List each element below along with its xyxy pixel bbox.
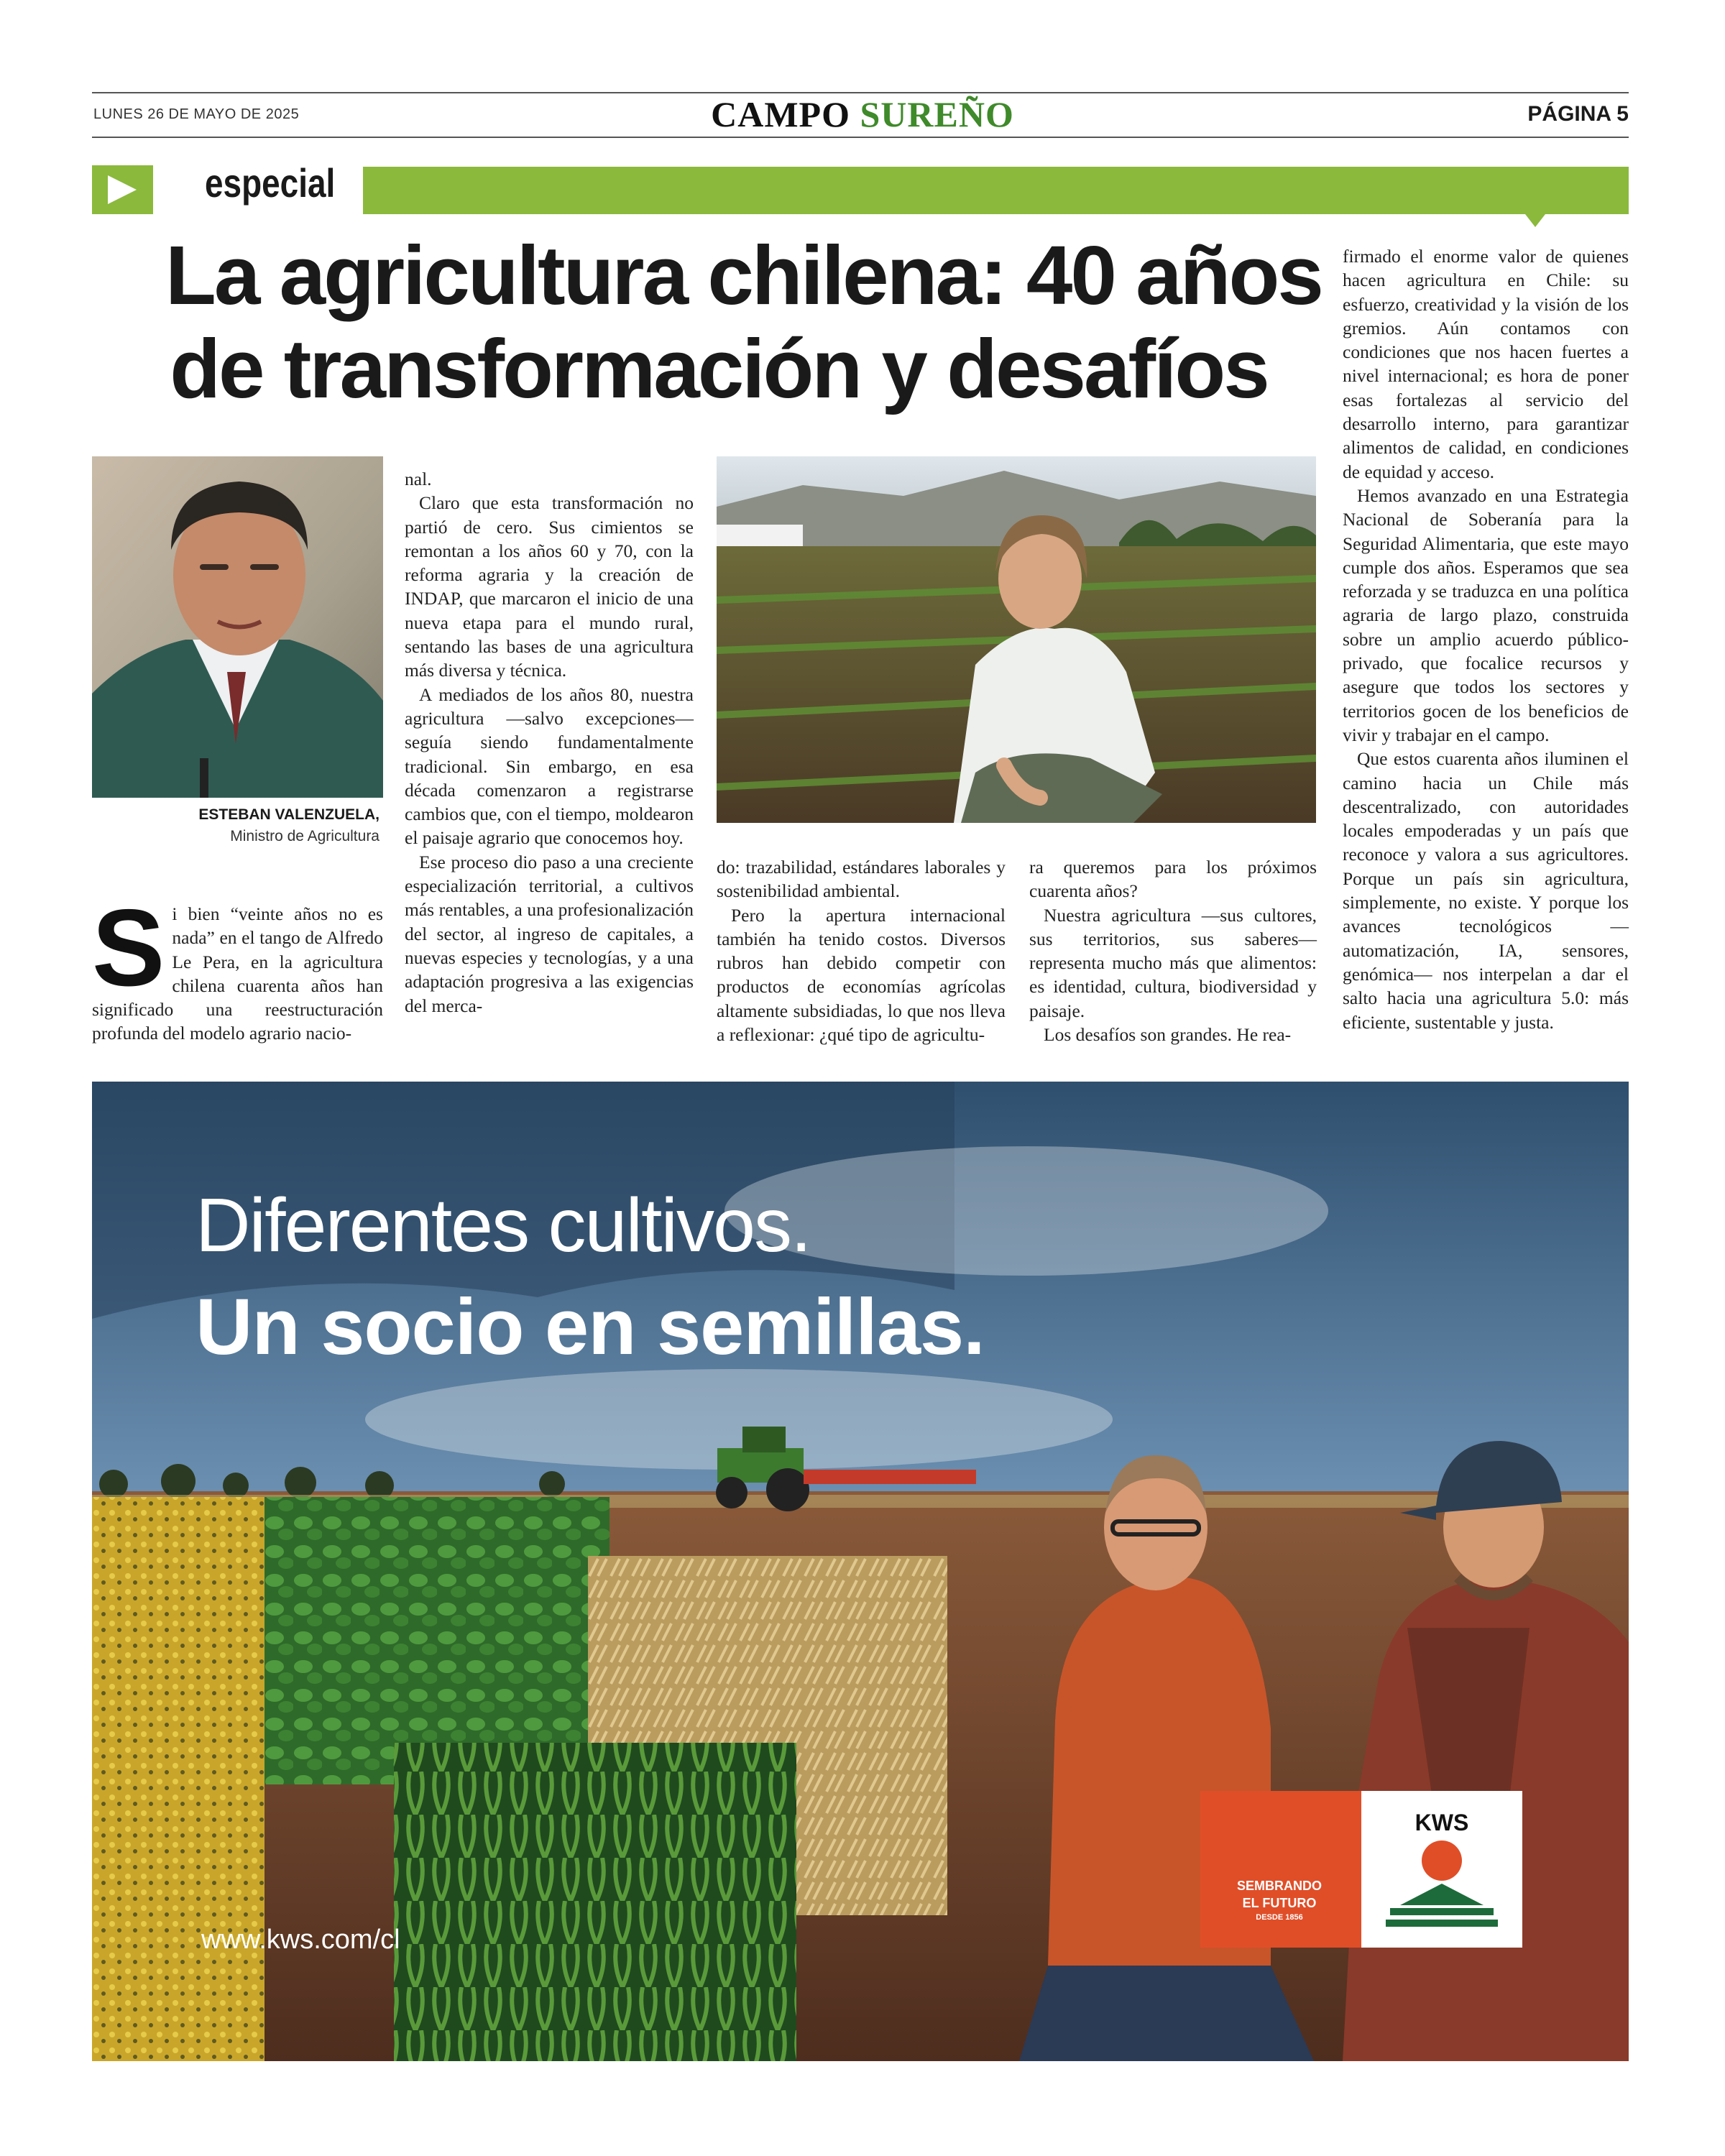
kws-slogan (1208, 1877, 1351, 1912)
masthead-part1: CAMPO (711, 94, 850, 134)
masthead-part2: SUREÑO (860, 94, 1014, 134)
col2-paragraph: A mediados de los años 80, nuestra agricultura —salvo excepciones— seguía siendo fundamentalmente tradicional. Sin embargo, en esa década comenzaron a registrarse cambios que, con el tiempo, moldearon el paisaje agrario que conocemos hoy. (405, 683, 694, 849)
col2-paragraph: Ese proceso dio paso a una creciente especialización territorial, a cultivos más rentables, a una profesionalización del sector, al ingreso de capitales, a nuevas especies y tecnologías, y a una adaptación progresiva a las exigencias del merca- (405, 851, 694, 1016)
col3-paragraph: Pero la apertura internacional también ha tenido costos. Diversos rubros han debido competir con productos de economías agrícolas altamente subsidiadas, lo que nos lleva a reflexionar: ¿qué tipo de agricultu- (717, 904, 1006, 1046)
kws-brand-name: KWS (1414, 1810, 1469, 1835)
kws-logo-icon (1361, 1836, 1522, 1944)
drop-cap: S (92, 887, 165, 1009)
col2-paragraph: nal. (405, 469, 432, 489)
author-name: ESTEBAN VALENZUELA, (198, 806, 380, 823)
header-bottom-rule (92, 137, 1629, 138)
issue-date: LUNES 26 DE MAYO DE 2025 (93, 106, 300, 122)
article-column-3 (717, 855, 1006, 1046)
kws-slogan-panel (1200, 1791, 1361, 1948)
col4-paragraph: Los desafíos son grandes. He rea- (1044, 1024, 1292, 1046)
col5-paragraph: Hemos avanzado en una Estrategia Nacional de Soberanía para la Seguridad Alimentaria, que este mayo cumple dos años. Esperamos que sea reforzada y se traduzca en una política agraria de largo plazo, construida sobre un amplio acuerdo público-privado, que focalice recursos y asegure que todos los sectores y territorios gocen de los beneficios de vivir y trabajar en el campo. (1343, 484, 1629, 745)
ad-headline-line1: Diferentes cultivos. (196, 1183, 811, 1268)
col5-paragraph: firmado el enorme valor de quienes hacen agricultura en Chile: su esfuerzo, creatividad y la visión de los gremios. Aún contamos con condiciones que nos hacen fuertes a nivel internacional; es hora de poner esas fortalezas al servicio del desarrollo interno, para garantizar alimentos de calidad, en condiciones de equidad y acceso. (1343, 246, 1629, 482)
author-role: Ministro de Agricultura (230, 828, 380, 844)
article-column-1 (92, 887, 383, 1046)
col1-paragraph: i bien “veinte años no es nada” en el tango de Alfredo Le Pera, en la agricultura chilena cuarenta años han significado una reestructuración profunda del modelo agrario nacio- (92, 903, 383, 1044)
col4-paragraph: ra queremos para los próximos cuarenta años? (1029, 857, 1317, 902)
kws-slogan-line2: EL FUTURO (1242, 1896, 1317, 1910)
col4-paragraph: Nuestra agricultura —sus cultores, sus territorios, sus saberes— representa mucho más que alimentos: es identidad, cultura, biodiversidad y paisaje. (1029, 904, 1317, 1021)
ad-headline-line2: Un socio en semillas. (196, 1283, 985, 1371)
kws-slogan-line1: SEMBRANDO (1236, 1879, 1322, 1893)
page-number: PÁGINA 5 (1527, 102, 1629, 126)
headline (165, 229, 1322, 415)
headline-line1: La agricultura chilena: 40 años (165, 229, 1322, 322)
section-label[interactable]: especial (205, 160, 336, 206)
section-band (363, 167, 1629, 214)
col3-paragraph: do: trazabilidad, estándares laborales y sostenibilidad ambiental. (717, 857, 1006, 902)
play-arrow-icon (92, 165, 153, 214)
field-photo (717, 456, 1316, 823)
article-column-4 (1029, 855, 1317, 1046)
ad-url-link[interactable]: www.kws.com/cl (201, 1925, 400, 1955)
kws-since: DESDE 1856 (1256, 1913, 1303, 1922)
article-column-5 (1343, 244, 1629, 1034)
band-pointer-icon (1525, 214, 1545, 227)
article-column-2 (405, 467, 694, 1018)
masthead[interactable] (0, 93, 1725, 135)
col5-paragraph: Que estos cuarenta años iluminen el camino hacia un Chile más descentralizado, con autoridades locales empoderadas y un país que reconoce y valora a sus agricultores. Porque un país sin agricultura, simplemente, no existe. Y porque los avances tecnológicos —automatización, IA, sensores, genómica— nos interpelan a dar el salto hacia una agricultura 5.0: más eficiente, sustentable y justa. (1343, 748, 1629, 1033)
author-portrait (92, 456, 383, 798)
headline-line2: de transformación y desafíos (170, 322, 1268, 415)
col2-paragraph: Claro que esta transformación no partió de cero. Sus cimientos se remontan a los años 60 y 70, con la reforma agraria y la creación de INDAP, que marcaron el inicio de una nueva etapa para el mundo rural, sentando las bases de una agricultura más diversa y técnica. (405, 492, 694, 681)
